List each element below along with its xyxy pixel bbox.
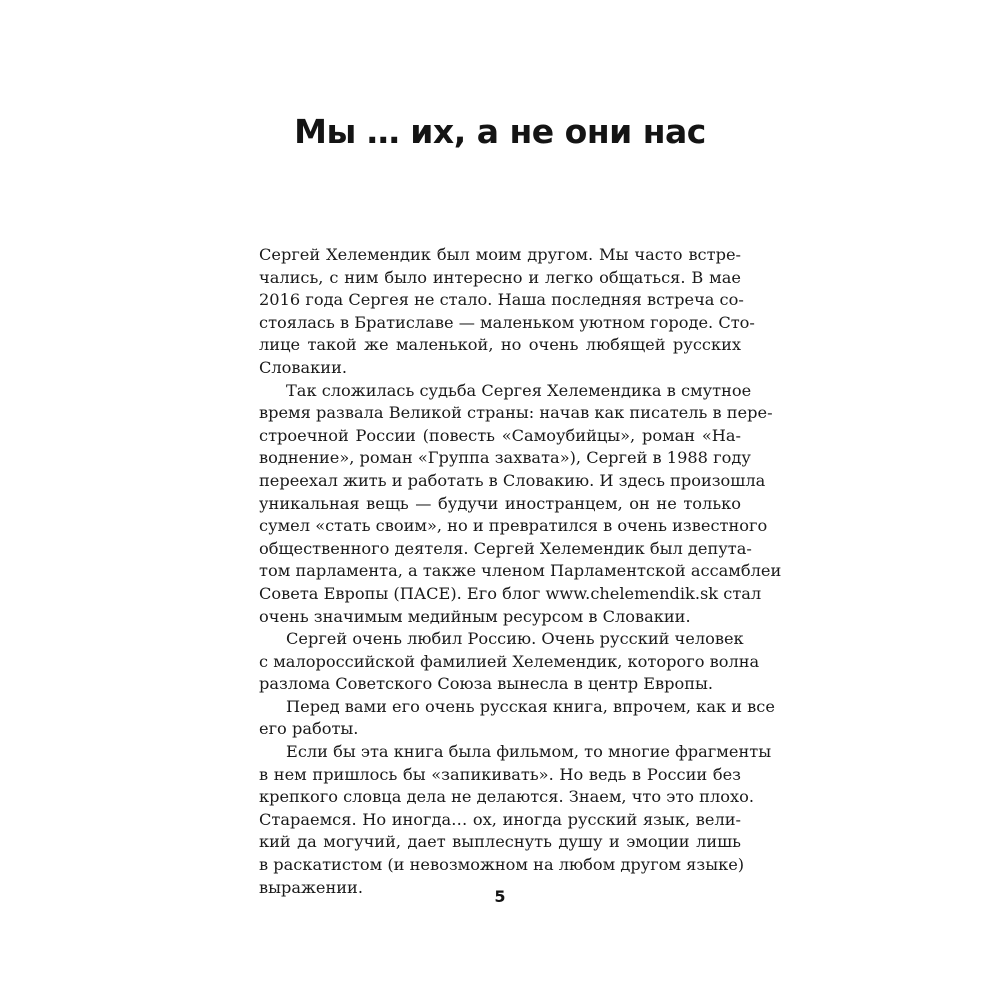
- text-line: очень значимым медийным ресурсом в Словакии.: [259, 606, 691, 626]
- text-line: уникальная вещь — будучи иностранцем, он не только: [259, 493, 741, 513]
- text-line: крепкого словца дела не делаются. Знаем, что это плохо.: [259, 787, 755, 807]
- text-line: воднение», роман «Группа захвата»), Сергей в 1988 году: [259, 448, 751, 468]
- text-line: с малороссийской фамилией Хелемендик, которого волна: [259, 651, 760, 671]
- text-line: переехал жить и работать в Словакию. И здесь произошла: [259, 470, 766, 490]
- text-line: Если бы эта книга была фильмом, то многие фрагменты: [286, 742, 772, 762]
- text-line: его работы.: [259, 719, 359, 739]
- text-line: Сергей очень любил Россию. Очень русский человек: [286, 629, 744, 649]
- page-number: 5: [494, 887, 506, 906]
- text-line: лице такой же маленькой, но очень любящей русских: [259, 335, 741, 355]
- text-line: выражении.: [259, 877, 363, 897]
- text-line: время развала Великой страны: начав как писатель в пере-: [259, 403, 773, 423]
- text-line: Словакии.: [259, 357, 348, 377]
- text-line: строечной России (повесть «Самоубийцы», роман «На-: [259, 425, 741, 445]
- text-line: Стараемся. Но иногда… ох, иногда русский язык, вели-: [259, 809, 741, 829]
- text-line: Перед вами его очень русская книга, впрочем, как и все: [286, 696, 775, 716]
- paragraph: [259, 696, 775, 741]
- chapter-title: Мы … их, а не они нас: [294, 112, 706, 151]
- paragraph: [259, 741, 772, 899]
- text-line: 2016 года Сергея не стало. Наша последняя встреча со-: [259, 290, 744, 310]
- text-line: в нем пришлось бы «запикивать». Но ведь в России без: [259, 764, 741, 784]
- text-line: кий да могучий, дает выплеснуть душу и эмоции лишь: [259, 832, 741, 852]
- text-line: разлома Советского Союза вынесла в центр Европы.: [259, 674, 714, 694]
- text-line: том парламента, а также членом Парламентской ассамблеи: [259, 561, 782, 581]
- text-line: Так сложилась судьба Сергея Хелемендика в смутное: [286, 380, 752, 400]
- text-line: Совета Европы (ПАСЕ). Его блог www.chelemendik.sk стал: [259, 583, 762, 603]
- paragraph: [259, 380, 782, 629]
- chapter-body: [259, 244, 782, 899]
- paragraph: [259, 244, 755, 380]
- text-line: Сергей Хелемендик был моим другом. Мы часто встре-: [259, 245, 741, 264]
- text-line: чались, с ним было интересно и легко общаться. В мае: [259, 267, 741, 287]
- paragraph: [259, 628, 760, 696]
- text-line: стоялась в Братиславе — маленьком уютном городе. Сто-: [259, 312, 755, 332]
- text-line: общественного деятеля. Сергей Хелемендик был депута-: [259, 538, 752, 558]
- text-line: в раскатистом (и невозможном на любом другом языке): [259, 855, 745, 875]
- text-line: сумел «стать своим», но и превратился в очень известного: [259, 516, 768, 536]
